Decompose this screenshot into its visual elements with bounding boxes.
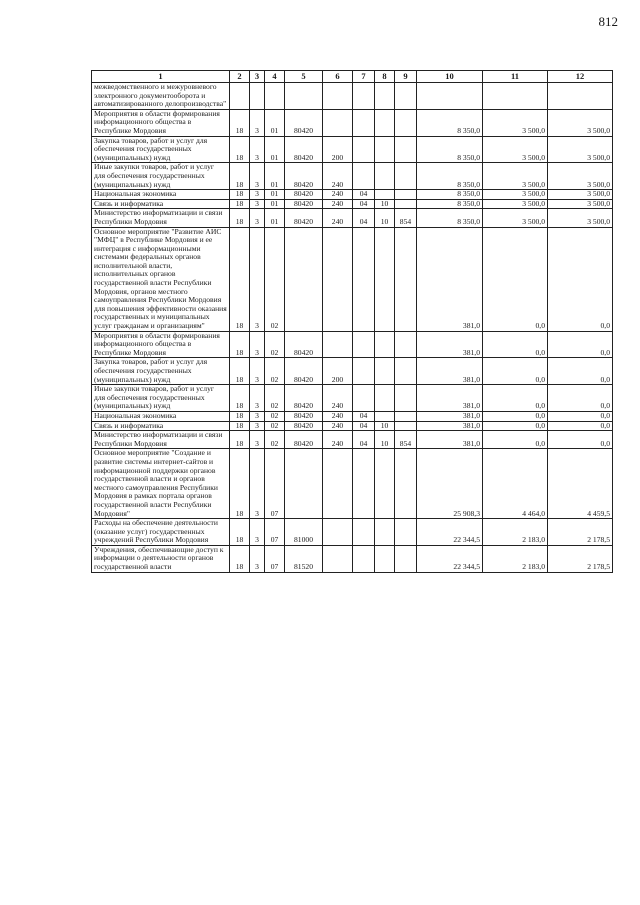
column-header: 12: [548, 71, 613, 83]
amount-col10-cell: 381,0: [417, 227, 483, 331]
row-name-cell: Закупка товаров, работ и услуг для обеспечения государственных (муниципальных) нужд: [92, 358, 230, 385]
col3-cell: 3: [250, 209, 265, 227]
amount-col10-cell: 8 350,0: [417, 136, 483, 163]
col6-cell: 200: [323, 136, 353, 163]
column-header: 1: [92, 71, 230, 83]
amount-col11-cell: 3 500,0: [483, 199, 548, 209]
col8-cell: [375, 358, 395, 385]
col7-cell: [353, 136, 375, 163]
col5-cell: 80420: [285, 190, 323, 200]
col5-cell: [285, 227, 323, 331]
amount-col12-cell: [548, 83, 613, 110]
col5-cell: 81520: [285, 545, 323, 572]
col7-cell: 04: [353, 209, 375, 227]
amount-col10-cell: 8 350,0: [417, 190, 483, 200]
col8-cell: [375, 190, 395, 200]
col5-cell: 80420: [285, 199, 323, 209]
col5-cell: 81000: [285, 519, 323, 546]
amount-col12-cell: 2 178,5: [548, 545, 613, 572]
col5-cell: [285, 449, 323, 519]
row-name-cell: Иные закупки товаров, работ и услуг для обеспечения государственных (муниципальных) нужд: [92, 163, 230, 190]
col8-cell: [375, 519, 395, 546]
col7-cell: [353, 358, 375, 385]
col2-cell: 18: [230, 199, 250, 209]
amount-col10-cell: 8 350,0: [417, 209, 483, 227]
row-name-cell: Закупка товаров, работ и услуг для обеспечения государственных (муниципальных) нужд: [92, 136, 230, 163]
col6-cell: [323, 519, 353, 546]
col5-cell: 80420: [285, 163, 323, 190]
col2-cell: 18: [230, 411, 250, 421]
amount-col12-cell: 0,0: [548, 358, 613, 385]
col4-cell: 02: [265, 431, 285, 449]
col9-cell: [395, 421, 417, 431]
col3-cell: 3: [250, 449, 265, 519]
amount-col10-cell: [417, 83, 483, 110]
amount-col11-cell: 3 500,0: [483, 136, 548, 163]
column-header: 9: [395, 71, 417, 83]
amount-col10-cell: 381,0: [417, 421, 483, 431]
col4-cell: 01: [265, 209, 285, 227]
col3-cell: 3: [250, 331, 265, 358]
amount-col11-cell: 3 500,0: [483, 209, 548, 227]
col8-cell: 10: [375, 421, 395, 431]
col7-cell: [353, 449, 375, 519]
col9-cell: [395, 83, 417, 110]
col9-cell: [395, 545, 417, 572]
col6-cell: 240: [323, 190, 353, 200]
col2-cell: 18: [230, 227, 250, 331]
col8-cell: [375, 163, 395, 190]
col3-cell: 3: [250, 227, 265, 331]
col6-cell: 240: [323, 385, 353, 412]
col5-cell: 80420: [285, 421, 323, 431]
col3-cell: 3: [250, 358, 265, 385]
table-row: [92, 209, 613, 227]
row-name-cell: Основное мероприятие "Создание и развитие системы интернет-сайтов и информационной поддержки органов государственной власти и органов местного самоуправления Республики Мордовия в рамках портала органов государственной власти Республики Мордовия": [92, 449, 230, 519]
col8-cell: 10: [375, 431, 395, 449]
col8-cell: [375, 136, 395, 163]
amount-col10-cell: 22 344,5: [417, 519, 483, 546]
table-row: [92, 163, 613, 190]
col8-cell: 10: [375, 209, 395, 227]
row-name-cell: Расходы на обеспечение деятельности (оказание услуг) государственных учреждений Республики Мордовия: [92, 519, 230, 546]
table-row: [92, 190, 613, 200]
row-name-cell: Учреждения, обеспечивающие доступ к информации о деятельности органов государственной власти: [92, 545, 230, 572]
col7-cell: [353, 163, 375, 190]
amount-col10-cell: 381,0: [417, 385, 483, 412]
row-name-cell: Связь и информатика: [92, 199, 230, 209]
col9-cell: [395, 199, 417, 209]
amount-col12-cell: 3 500,0: [548, 163, 613, 190]
amount-col12-cell: 4 459,5: [548, 449, 613, 519]
col5-cell: 80420: [285, 358, 323, 385]
col5-cell: 80420: [285, 411, 323, 421]
column-header: 8: [375, 71, 395, 83]
col3-cell: 3: [250, 199, 265, 209]
table-row: [92, 385, 613, 412]
col8-cell: [375, 331, 395, 358]
column-header: 3: [250, 71, 265, 83]
amount-col12-cell: 0,0: [548, 411, 613, 421]
col2-cell: 18: [230, 421, 250, 431]
col4-cell: 01: [265, 109, 285, 136]
amount-col11-cell: 0,0: [483, 358, 548, 385]
amount-col10-cell: 22 344,5: [417, 545, 483, 572]
amount-col12-cell: 3 500,0: [548, 209, 613, 227]
col4-cell: 02: [265, 411, 285, 421]
col4-cell: 02: [265, 385, 285, 412]
col3-cell: 3: [250, 190, 265, 200]
col4-cell: 02: [265, 421, 285, 431]
col2-cell: 18: [230, 109, 250, 136]
col2-cell: 18: [230, 431, 250, 449]
row-name-cell: Национальная экономика: [92, 411, 230, 421]
amount-col12-cell: 0,0: [548, 227, 613, 331]
col7-cell: [353, 83, 375, 110]
col4-cell: 02: [265, 331, 285, 358]
amount-col12-cell: 0,0: [548, 431, 613, 449]
col7-cell: [353, 331, 375, 358]
amount-col11-cell: [483, 83, 548, 110]
column-header: 10: [417, 71, 483, 83]
col6-cell: [323, 227, 353, 331]
amount-col12-cell: 0,0: [548, 331, 613, 358]
column-header: 5: [285, 71, 323, 83]
col7-cell: 04: [353, 431, 375, 449]
col9-cell: [395, 190, 417, 200]
col8-cell: [375, 449, 395, 519]
amount-col12-cell: 3 500,0: [548, 190, 613, 200]
col7-cell: 04: [353, 199, 375, 209]
amount-col11-cell: 0,0: [483, 227, 548, 331]
col8-cell: [375, 109, 395, 136]
col9-cell: [395, 163, 417, 190]
table-header-row: [92, 71, 613, 83]
col6-cell: [323, 449, 353, 519]
table-row: [92, 421, 613, 431]
amount-col10-cell: 8 350,0: [417, 199, 483, 209]
table-row: [92, 199, 613, 209]
col6-cell: 240: [323, 209, 353, 227]
col9-cell: [395, 385, 417, 412]
col9-cell: [395, 227, 417, 331]
col7-cell: [353, 385, 375, 412]
budget-table: [91, 70, 613, 573]
col9-cell: [395, 358, 417, 385]
amount-col10-cell: 8 350,0: [417, 163, 483, 190]
col2-cell: 18: [230, 449, 250, 519]
table-row: [92, 331, 613, 358]
amount-col12-cell: 0,0: [548, 421, 613, 431]
amount-col10-cell: 25 908,3: [417, 449, 483, 519]
col7-cell: 04: [353, 411, 375, 421]
col2-cell: [230, 83, 250, 110]
table-row: [92, 411, 613, 421]
col3-cell: 3: [250, 411, 265, 421]
row-name-cell: Иные закупки товаров, работ и услуг для обеспечения государственных (муниципальных) нужд: [92, 385, 230, 412]
amount-col10-cell: 381,0: [417, 331, 483, 358]
amount-col12-cell: 3 500,0: [548, 199, 613, 209]
row-name-cell: Национальная экономика: [92, 190, 230, 200]
amount-col11-cell: 2 183,0: [483, 519, 548, 546]
amount-col11-cell: 3 500,0: [483, 163, 548, 190]
row-name-cell: Мероприятия в области формирования информационного общества в Республике Мордовия: [92, 109, 230, 136]
col6-cell: 240: [323, 163, 353, 190]
col2-cell: 18: [230, 190, 250, 200]
col7-cell: 04: [353, 421, 375, 431]
col2-cell: 18: [230, 358, 250, 385]
col4-cell: 01: [265, 163, 285, 190]
row-name-cell: Министерство информатизации и связи Республики Мордовия: [92, 431, 230, 449]
amount-col11-cell: 2 183,0: [483, 545, 548, 572]
col6-cell: [323, 545, 353, 572]
col4-cell: 07: [265, 519, 285, 546]
table-row: [92, 545, 613, 572]
column-header: 7: [353, 71, 375, 83]
column-header: 11: [483, 71, 548, 83]
col6-cell: 240: [323, 431, 353, 449]
col5-cell: 80420: [285, 109, 323, 136]
col9-cell: [395, 136, 417, 163]
col4-cell: 01: [265, 136, 285, 163]
row-name-cell: Министерство информатизации и связи Республики Мордовия: [92, 209, 230, 227]
col4-cell: 07: [265, 545, 285, 572]
col6-cell: 240: [323, 411, 353, 421]
col7-cell: 04: [353, 190, 375, 200]
col9-cell: [395, 449, 417, 519]
col3-cell: [250, 83, 265, 110]
table-row: [92, 83, 613, 110]
row-name-cell: Мероприятия в области формирования информационного общества в Республике Мордовия: [92, 331, 230, 358]
table-row: [92, 519, 613, 546]
amount-col12-cell: 3 500,0: [548, 109, 613, 136]
col8-cell: [375, 385, 395, 412]
col9-cell: [395, 331, 417, 358]
col2-cell: 18: [230, 136, 250, 163]
amount-col11-cell: 0,0: [483, 385, 548, 412]
table-row: [92, 136, 613, 163]
column-header: 4: [265, 71, 285, 83]
col5-cell: 80420: [285, 431, 323, 449]
col4-cell: 02: [265, 227, 285, 331]
table-row: [92, 109, 613, 136]
col5-cell: 80420: [285, 331, 323, 358]
amount-col10-cell: 381,0: [417, 411, 483, 421]
col8-cell: 10: [375, 199, 395, 209]
col5-cell: 80420: [285, 136, 323, 163]
amount-col10-cell: 381,0: [417, 358, 483, 385]
col4-cell: [265, 83, 285, 110]
amount-col11-cell: 3 500,0: [483, 190, 548, 200]
table-row: [92, 431, 613, 449]
col7-cell: [353, 519, 375, 546]
amount-col11-cell: 4 464,0: [483, 449, 548, 519]
col4-cell: 02: [265, 358, 285, 385]
table-row: [92, 358, 613, 385]
col2-cell: 18: [230, 331, 250, 358]
amount-col12-cell: 3 500,0: [548, 136, 613, 163]
column-header: 6: [323, 71, 353, 83]
col6-cell: [323, 83, 353, 110]
col3-cell: 3: [250, 421, 265, 431]
col3-cell: 3: [250, 431, 265, 449]
col5-cell: 80420: [285, 209, 323, 227]
table-row: [92, 227, 613, 331]
col8-cell: [375, 545, 395, 572]
table-row: [92, 449, 613, 519]
col4-cell: 07: [265, 449, 285, 519]
col8-cell: [375, 411, 395, 421]
col4-cell: 01: [265, 199, 285, 209]
amount-col11-cell: 0,0: [483, 431, 548, 449]
amount-col10-cell: 8 350,0: [417, 109, 483, 136]
col5-cell: 80420: [285, 385, 323, 412]
col2-cell: 18: [230, 545, 250, 572]
col3-cell: 3: [250, 545, 265, 572]
col7-cell: [353, 109, 375, 136]
page-number: 812: [598, 14, 618, 29]
col8-cell: [375, 227, 395, 331]
col6-cell: [323, 109, 353, 136]
col8-cell: [375, 83, 395, 110]
col9-cell: 854: [395, 209, 417, 227]
col3-cell: 3: [250, 136, 265, 163]
col6-cell: 200: [323, 358, 353, 385]
col9-cell: [395, 411, 417, 421]
col6-cell: [323, 331, 353, 358]
col2-cell: 18: [230, 519, 250, 546]
col5-cell: [285, 83, 323, 110]
col6-cell: 240: [323, 199, 353, 209]
col9-cell: [395, 109, 417, 136]
row-name-cell: Связь и информатика: [92, 421, 230, 431]
amount-col12-cell: 2 178,5: [548, 519, 613, 546]
amount-col11-cell: 0,0: [483, 421, 548, 431]
amount-col10-cell: 381,0: [417, 431, 483, 449]
col9-cell: 854: [395, 431, 417, 449]
col2-cell: 18: [230, 209, 250, 227]
col2-cell: 18: [230, 163, 250, 190]
amount-col11-cell: 0,0: [483, 411, 548, 421]
amount-col12-cell: 0,0: [548, 385, 613, 412]
column-header: 2: [230, 71, 250, 83]
row-name-cell: межведомственного и межуровневого электронного документооборота и автоматизированного делопроизводства": [92, 83, 230, 110]
col7-cell: [353, 545, 375, 572]
amount-col11-cell: 0,0: [483, 331, 548, 358]
col7-cell: [353, 227, 375, 331]
col9-cell: [395, 519, 417, 546]
col6-cell: 240: [323, 421, 353, 431]
col2-cell: 18: [230, 385, 250, 412]
col4-cell: 01: [265, 190, 285, 200]
col3-cell: 3: [250, 109, 265, 136]
col3-cell: 3: [250, 163, 265, 190]
col3-cell: 3: [250, 385, 265, 412]
col3-cell: 3: [250, 519, 265, 546]
amount-col11-cell: 3 500,0: [483, 109, 548, 136]
row-name-cell: Основное мероприятие "Развитие АИС "МФЦ" в Республике Мордовия и ее интеграция с информационными системами федеральных органов исполнительной власти, исполнительных органов государственной власти Республики Мордовия, органов местного самоуправления Республики Мордовия для повышения эффективности оказания государственных и муниципальных услуг гражданам и организациям": [92, 227, 230, 331]
